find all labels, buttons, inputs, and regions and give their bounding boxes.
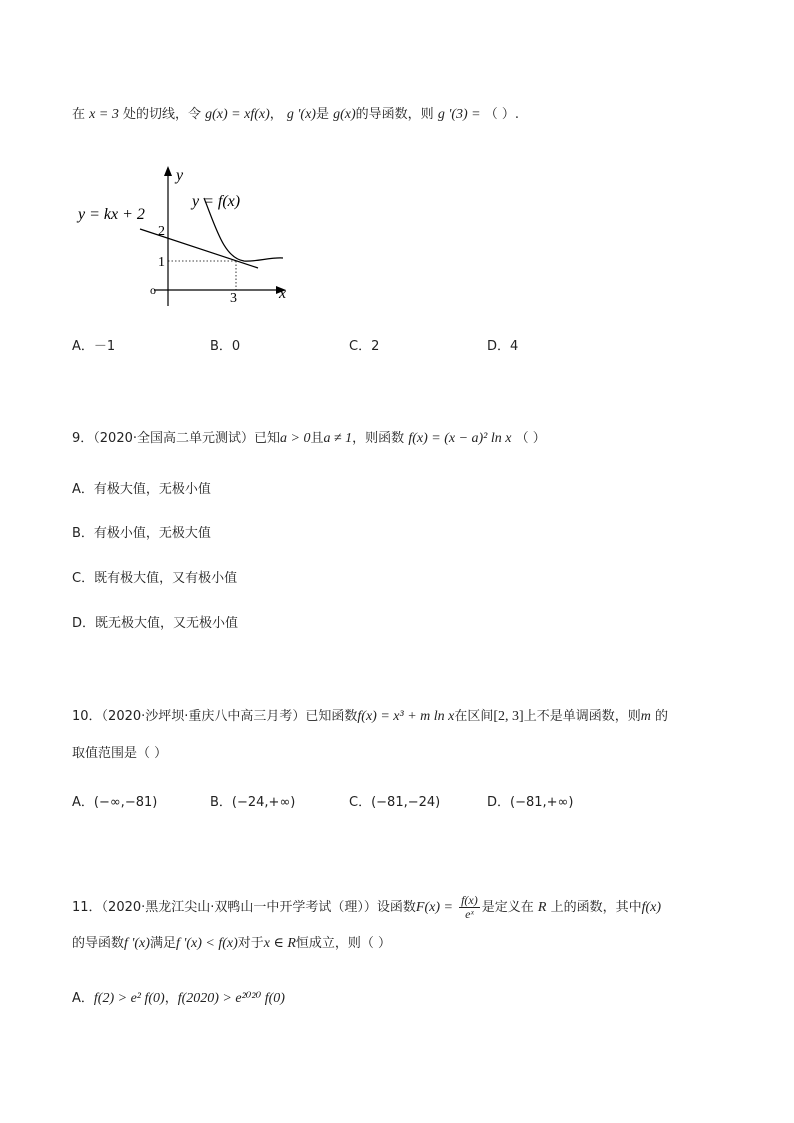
q11-option-a[interactable] [72, 990, 285, 1008]
q10-math: m [640, 709, 651, 724]
q8-graph [76, 158, 306, 308]
q8-text: 处的切线，令 [122, 107, 201, 122]
y-axis-label: y [176, 167, 184, 184]
q11-text: 恒成立，则（ ） [295, 936, 392, 951]
curve-label: y = f(x) [192, 193, 241, 210]
q9-math: a ≠ 1 [323, 431, 353, 446]
q8-text: 是 [315, 107, 329, 122]
q8-option-a[interactable]: A．－1 [72, 339, 116, 354]
q11-text: ， [164, 991, 178, 1006]
q11-option-a-math: f(2020) > e²⁰²⁰ f(0) [177, 991, 285, 1006]
q10-text: 在区间 [454, 709, 494, 724]
q8-option-c[interactable]: C．2 [349, 339, 380, 354]
q10-stem [72, 708, 668, 726]
origin-label: o [150, 283, 156, 297]
q10-text: 上不是单调函数，则 [523, 709, 641, 724]
y-axis-arrow [164, 166, 172, 176]
q9-text: 9．（2020·全国高二单元测试）已知 [72, 431, 280, 446]
q10-math: f(x) = x³ + m ln x [357, 709, 455, 724]
tangent-line-label: y = kx + 2 [78, 206, 145, 223]
q9-math: a > 0 [280, 431, 311, 446]
q11-option-a-label: A． [72, 991, 94, 1006]
q8-text: 的导函数，则 [355, 107, 434, 122]
q8-text: 在 [72, 107, 86, 122]
q10-text: 10．（2020·沙坪坝·重庆八中高三月考）已知函数 [72, 709, 358, 724]
q11-stem-line2 [72, 935, 391, 953]
q8-stem [72, 106, 519, 124]
tick-1-label: 1 [158, 255, 165, 270]
q8-option-b[interactable]: B．0 [210, 339, 241, 354]
q8-text: （ ）. [484, 107, 519, 122]
q11-text: 是定义在 [481, 900, 534, 915]
q9-text: 且 [310, 431, 324, 446]
q11-math: F(x) = [415, 900, 453, 915]
q8-option-d[interactable]: D．4 [487, 339, 519, 354]
q8-text: ， [269, 107, 283, 122]
q10-text: 的 [654, 709, 668, 724]
q11-math: R [537, 900, 547, 915]
tick-2-label: 2 [158, 224, 165, 239]
q11-frac-numerator: f(x) [461, 893, 478, 907]
q10-option-d[interactable]: D．(−81,+∞) [487, 795, 574, 810]
q11-text: 满足 [149, 936, 176, 951]
q11-text: 11．（2020·黑龙江尖山·双鸭山一中开学考试（理））设函数 [72, 900, 416, 915]
q9-stem [72, 430, 546, 448]
q8-math: g(x) = xf(x) [205, 107, 270, 122]
q8-math: x = 3 [89, 107, 119, 122]
q9-text: ，则函数 [352, 431, 405, 446]
q10-stem-line2: 取值范围是（ ） [72, 746, 168, 761]
q11-math: f '(x) < f(x) [175, 936, 238, 951]
q11-text: 上的函数，其中 [550, 900, 642, 915]
q9-math: f(x) = (x − a)² ln x [408, 431, 512, 446]
tick-3-label: 3 [230, 291, 237, 306]
x-axis-label: x [279, 285, 287, 302]
q9-option-a[interactable]: A．有极大值，无极小值 [72, 482, 211, 497]
q8-math: g(x) [333, 107, 356, 122]
q9-option-d[interactable]: D．既无极大值，又无极小值 [72, 616, 239, 631]
q9-text: （ ） [515, 431, 546, 446]
q11-option-a-math: f(2) > e² f(0) [93, 991, 165, 1006]
q8-math: g '(x) [286, 107, 316, 122]
q10-option-b[interactable]: B．(−24,+∞) [210, 795, 296, 810]
q10-math: [2, 3] [493, 709, 524, 724]
q11-text: 的导函数 [72, 936, 125, 951]
q11-math: f '(x) [124, 936, 150, 951]
q11-frac-denominator: eˣ [465, 907, 474, 921]
q11-text: 对于 [237, 936, 264, 951]
q10-option-c[interactable]: C．(−81,−24) [349, 795, 441, 810]
q8-math: g '(3) = [437, 107, 481, 122]
q10-option-a[interactable]: A．(−∞,−81) [72, 795, 158, 810]
q9-option-b[interactable]: B．有极小值，无极大值 [72, 526, 211, 541]
q11-math: f(x) [641, 900, 662, 915]
q11-fraction [459, 894, 480, 921]
q11-stem [72, 894, 661, 921]
q11-math: x ∈ R [263, 936, 296, 951]
q9-option-c[interactable]: C．既有极大值，又有极小值 [72, 571, 238, 586]
